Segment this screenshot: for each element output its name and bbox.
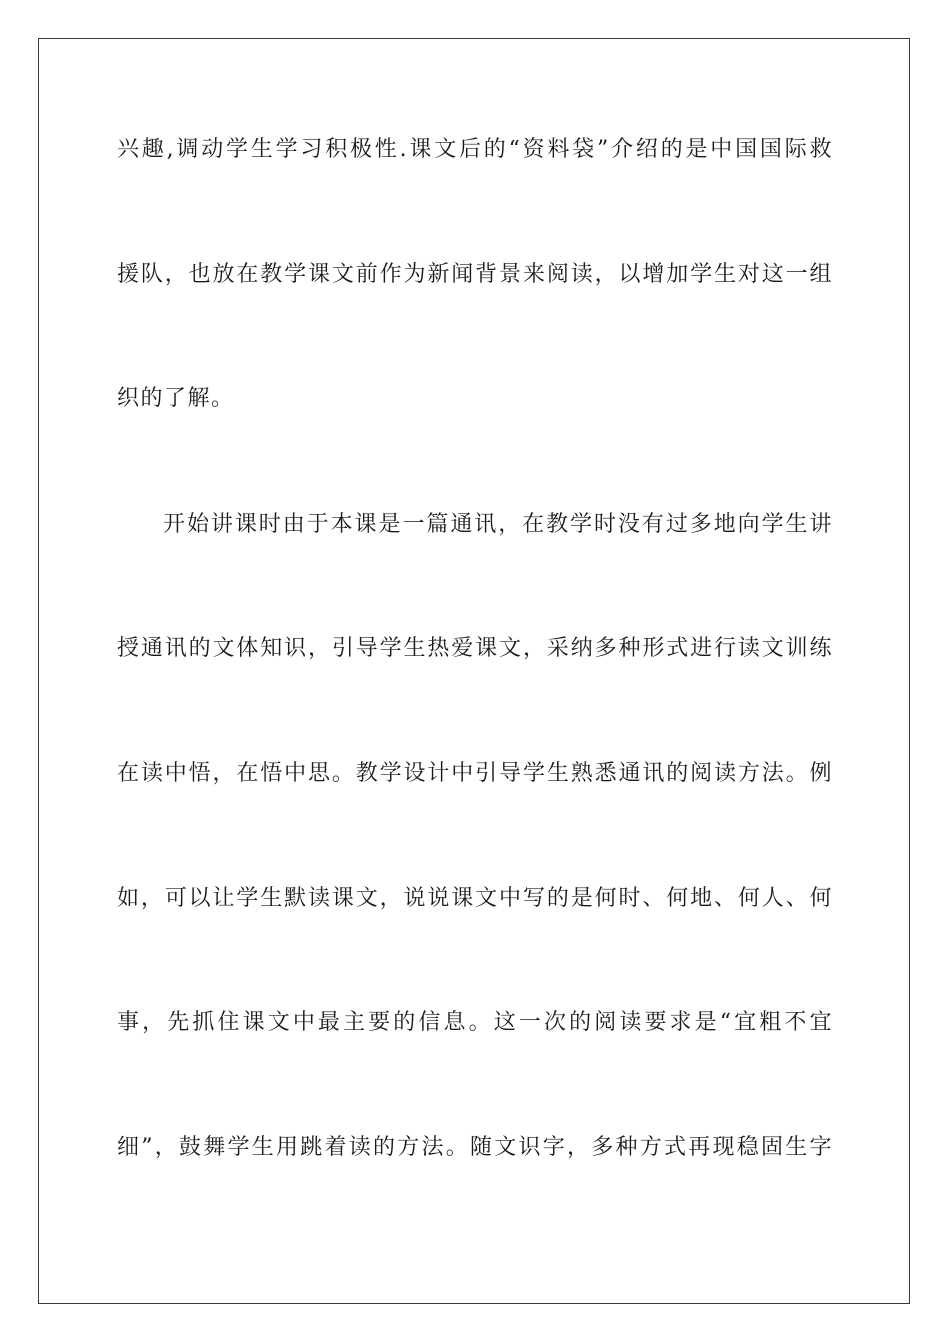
page-border	[38, 38, 910, 1304]
text-line-5: 授通讯的文体知识，引导学生热爱课文，采纳多种形式进行读文训练	[117, 636, 833, 661]
text-line-2: 援队，也放在教学课文前作为新闻背景来阅读，以增加学生对这一组	[117, 262, 833, 287]
text-line-9: 细”，鼓舞学生用跳着读的方法。随文识字，多种方式再现稳固生字	[117, 1135, 833, 1160]
text-line-8: 事，先抓住课文中最主要的信息。这一次的阅读要求是“宜粗不宜	[117, 1010, 833, 1035]
text-line-1: 兴趣,调动学生学习积极性.课文后的“资料袋”介绍的是中国国际救	[117, 137, 833, 162]
text-line-6: 在读中悟，在悟中思。教学设计中引导学生熟悉通讯的阅读方法。例	[117, 761, 833, 786]
text-line-3: 织的了解。	[117, 386, 235, 411]
text-line-7: 如，可以让学生默读课文，说说课文中写的是何时、何地、何人、何	[117, 886, 833, 911]
text-line-4: 开始讲课时由于本课是一篇通讯，在教学时没有过多地向学生讲	[163, 512, 833, 537]
